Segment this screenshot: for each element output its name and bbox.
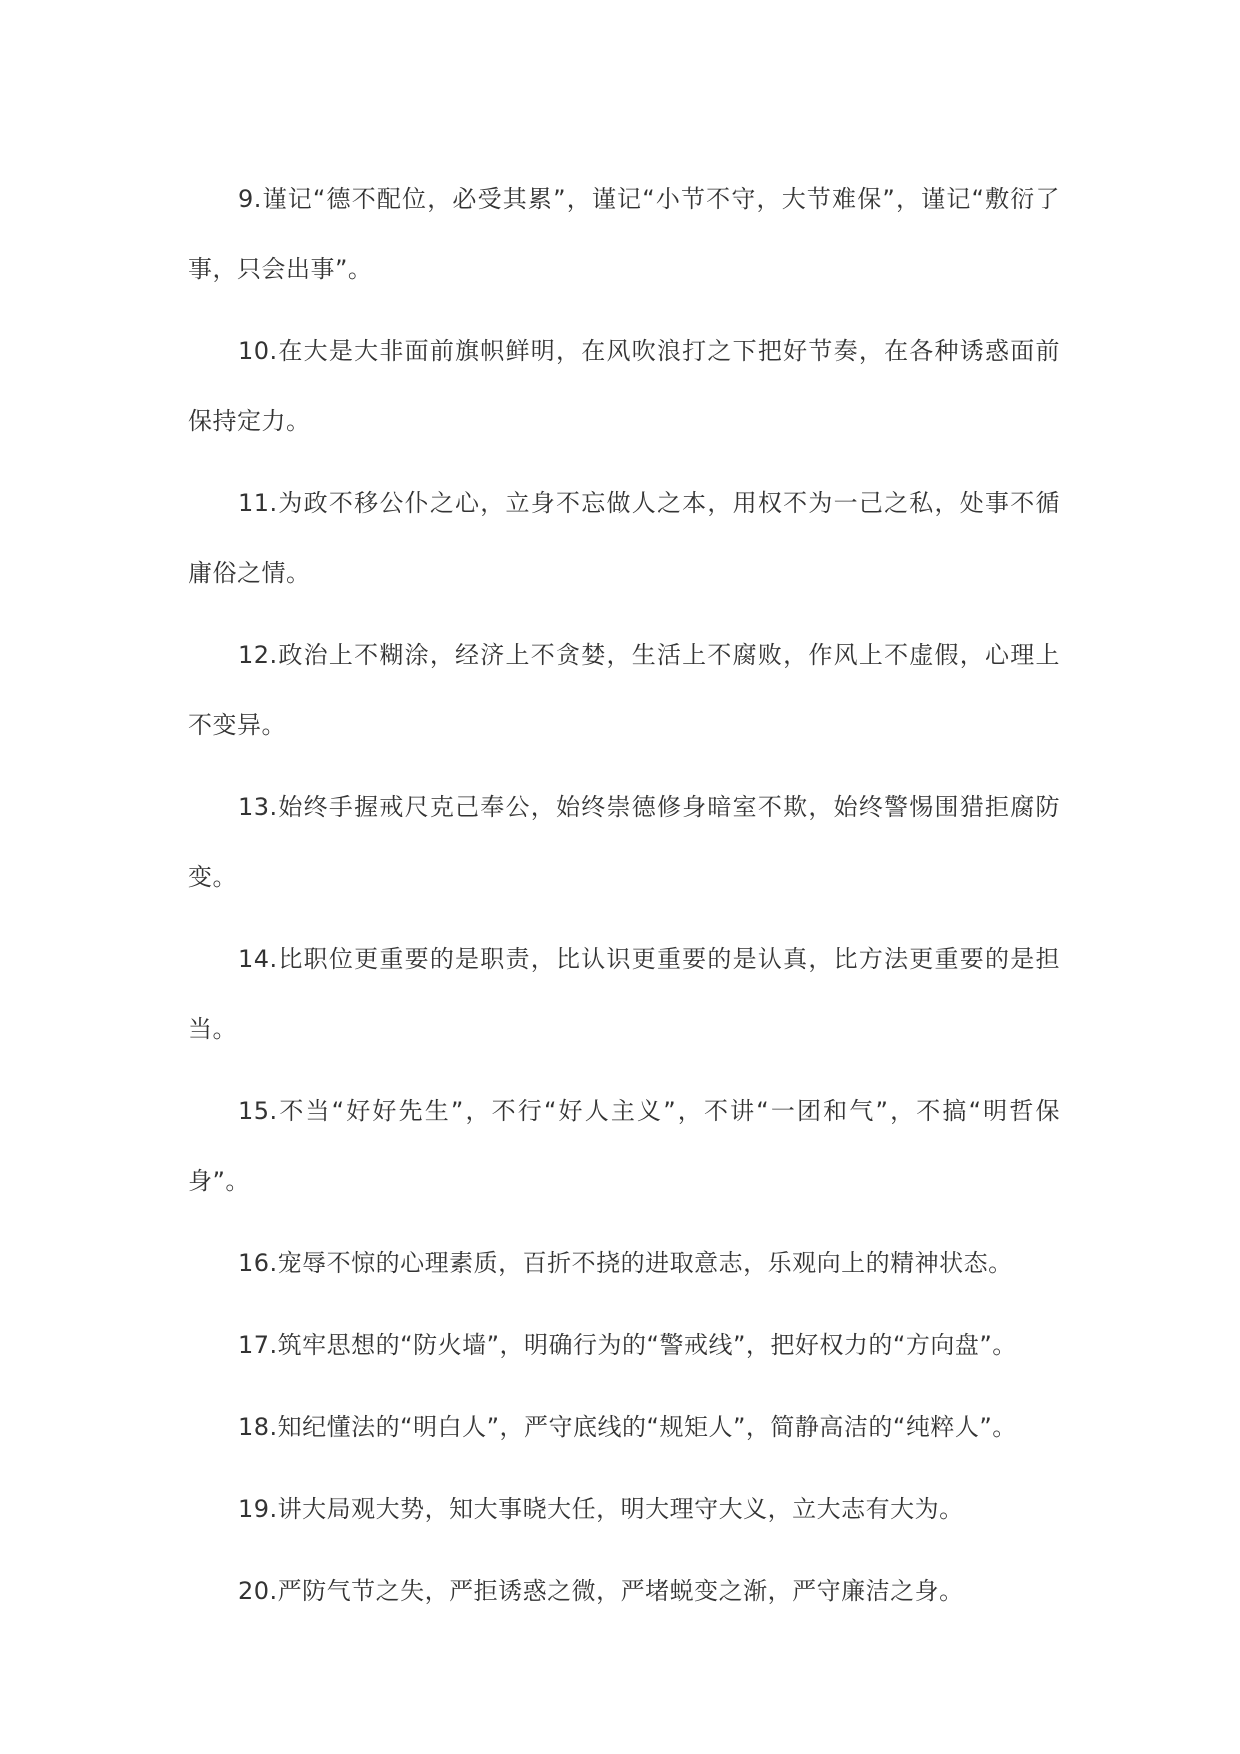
paragraph-12: 12.政治上不糊涂，经济上不贪婪，生活上不腐败，作风上不虚假，心理上不变异。 — [188, 641, 1060, 739]
paragraph-18: 18.知纪懂法的“明白人”，严守底线的“规矩人”，简静高洁的“纯粹人”。 — [238, 1413, 1017, 1441]
paragraph-13: 13.始终手握戒尺克己奉公，始终崇德修身暗室不欺，始终警惕围猎拒腐防变。 — [188, 793, 1060, 891]
paragraph-14: 14.比职位更重要的是职责，比认识更重要的是认真，比方法更重要的是担当。 — [188, 945, 1060, 1043]
paragraph-11: 11.为政不移公仆之心，立身不忘做人之本，用权不为一己之私，处事不循庸俗之情。 — [188, 489, 1060, 587]
paragraph-20: 20.严防气节之失，严拒诱惑之微，严堵蜕变之渐，严守廉洁之身。 — [238, 1577, 964, 1605]
paragraph-9: 9.谨记“德不配位，必受其累”，谨记“小节不守，大节难保”，谨记“敷衍了事，只会出事”。 — [188, 185, 1060, 283]
paragraph-19: 19.讲大局观大势，知大事晓大任，明大理守大义，立大志有大为。 — [238, 1495, 964, 1523]
paragraph-10: 10.在大是大非面前旗帜鲜明，在风吹浪打之下把好节奏，在各种诱惑面前保持定力。 — [188, 337, 1060, 435]
paragraph-17: 17.筑牢思想的“防火墙”，明确行为的“警戒线”，把好权力的“方向盘”。 — [238, 1331, 1017, 1359]
paragraph-16: 16.宠辱不惊的心理素质，百折不挠的进取意志，乐观向上的精神状态。 — [238, 1249, 1013, 1277]
document-body — [188, 164, 1060, 1638]
paragraph-15: 15.不当“好好先生”，不行“好人主义”，不讲“一团和气”，不搞“明哲保身”。 — [188, 1097, 1060, 1195]
